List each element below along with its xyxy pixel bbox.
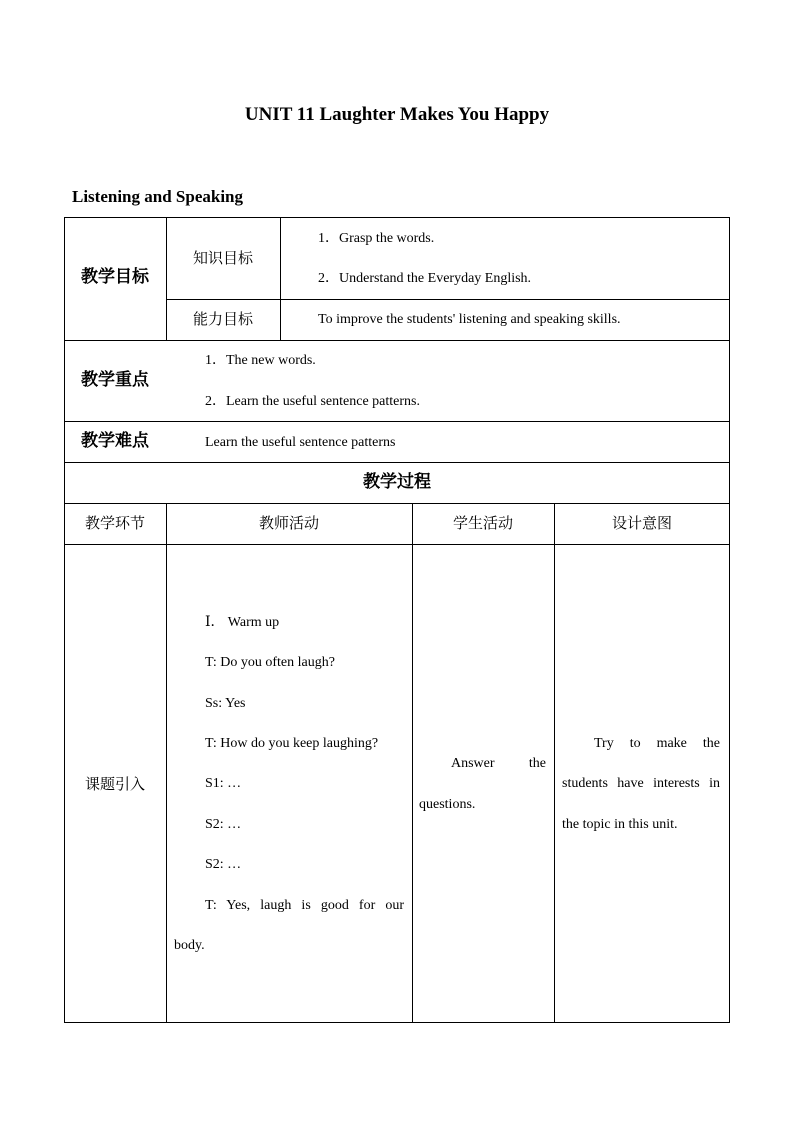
column-header-teacher: 教师活动 bbox=[258, 514, 319, 532]
knowledge-item: 2．Understand the Everyday English. bbox=[318, 271, 532, 286]
difficulties-text: Learn the useful sentence patterns bbox=[205, 435, 396, 450]
stage-cell: 课题引入 bbox=[84, 775, 145, 793]
column-header-stage: 教学环节 bbox=[84, 514, 145, 532]
row-divider bbox=[64, 340, 730, 341]
row-divider bbox=[64, 544, 730, 545]
knowledge-objective-label: 知识目标 bbox=[192, 249, 253, 267]
process-heading: 教学过程 bbox=[363, 472, 431, 492]
row-divider bbox=[64, 503, 730, 504]
teacher-line: Ⅰ． Warm up bbox=[205, 615, 280, 630]
column-header-student: 学生活动 bbox=[452, 514, 513, 532]
intent-line: students have interests in bbox=[562, 776, 720, 791]
key-point-item: 2．Learn the useful sentence patterns. bbox=[205, 394, 420, 409]
section-heading: Listening and Speaking bbox=[72, 187, 244, 206]
ability-objective-text: To improve the students' listening and speaking skills. bbox=[318, 312, 621, 327]
intent-line: Try to make the bbox=[594, 736, 720, 751]
row-divider bbox=[166, 299, 730, 300]
teacher-line: S1: … bbox=[205, 776, 242, 791]
key-points-label: 教学重点 bbox=[81, 370, 149, 390]
difficulties-label: 教学难点 bbox=[81, 431, 149, 451]
intent-line: the topic in this unit. bbox=[562, 817, 678, 832]
teacher-line: T: How do you keep laughing? bbox=[205, 736, 379, 751]
teacher-line: S2: … bbox=[205, 817, 242, 832]
student-line: Answer the bbox=[451, 756, 546, 771]
teacher-line: S2: … bbox=[205, 857, 242, 872]
row-divider bbox=[64, 421, 730, 422]
row-divider bbox=[64, 462, 730, 463]
column-header-intent: 设计意图 bbox=[611, 514, 672, 532]
student-line: questions. bbox=[419, 797, 476, 812]
knowledge-item: 1．Grasp the words. bbox=[318, 231, 435, 246]
key-point-item: 1．The new words. bbox=[205, 353, 316, 368]
objectives-label: 教学目标 bbox=[81, 267, 149, 287]
teacher-line: body. bbox=[174, 938, 205, 953]
col-divider bbox=[412, 503, 413, 1023]
col-divider bbox=[280, 217, 281, 340]
page-title: UNIT 11 Laughter Makes You Happy bbox=[244, 104, 550, 125]
teacher-line: T: Yes, laugh is good for our bbox=[205, 898, 404, 913]
col-divider bbox=[554, 503, 555, 1023]
teacher-line: T: Do you often laugh? bbox=[205, 655, 335, 670]
col-divider bbox=[166, 503, 167, 1023]
ability-objective-label: 能力目标 bbox=[192, 310, 253, 328]
teacher-line: Ss: Yes bbox=[205, 696, 246, 711]
